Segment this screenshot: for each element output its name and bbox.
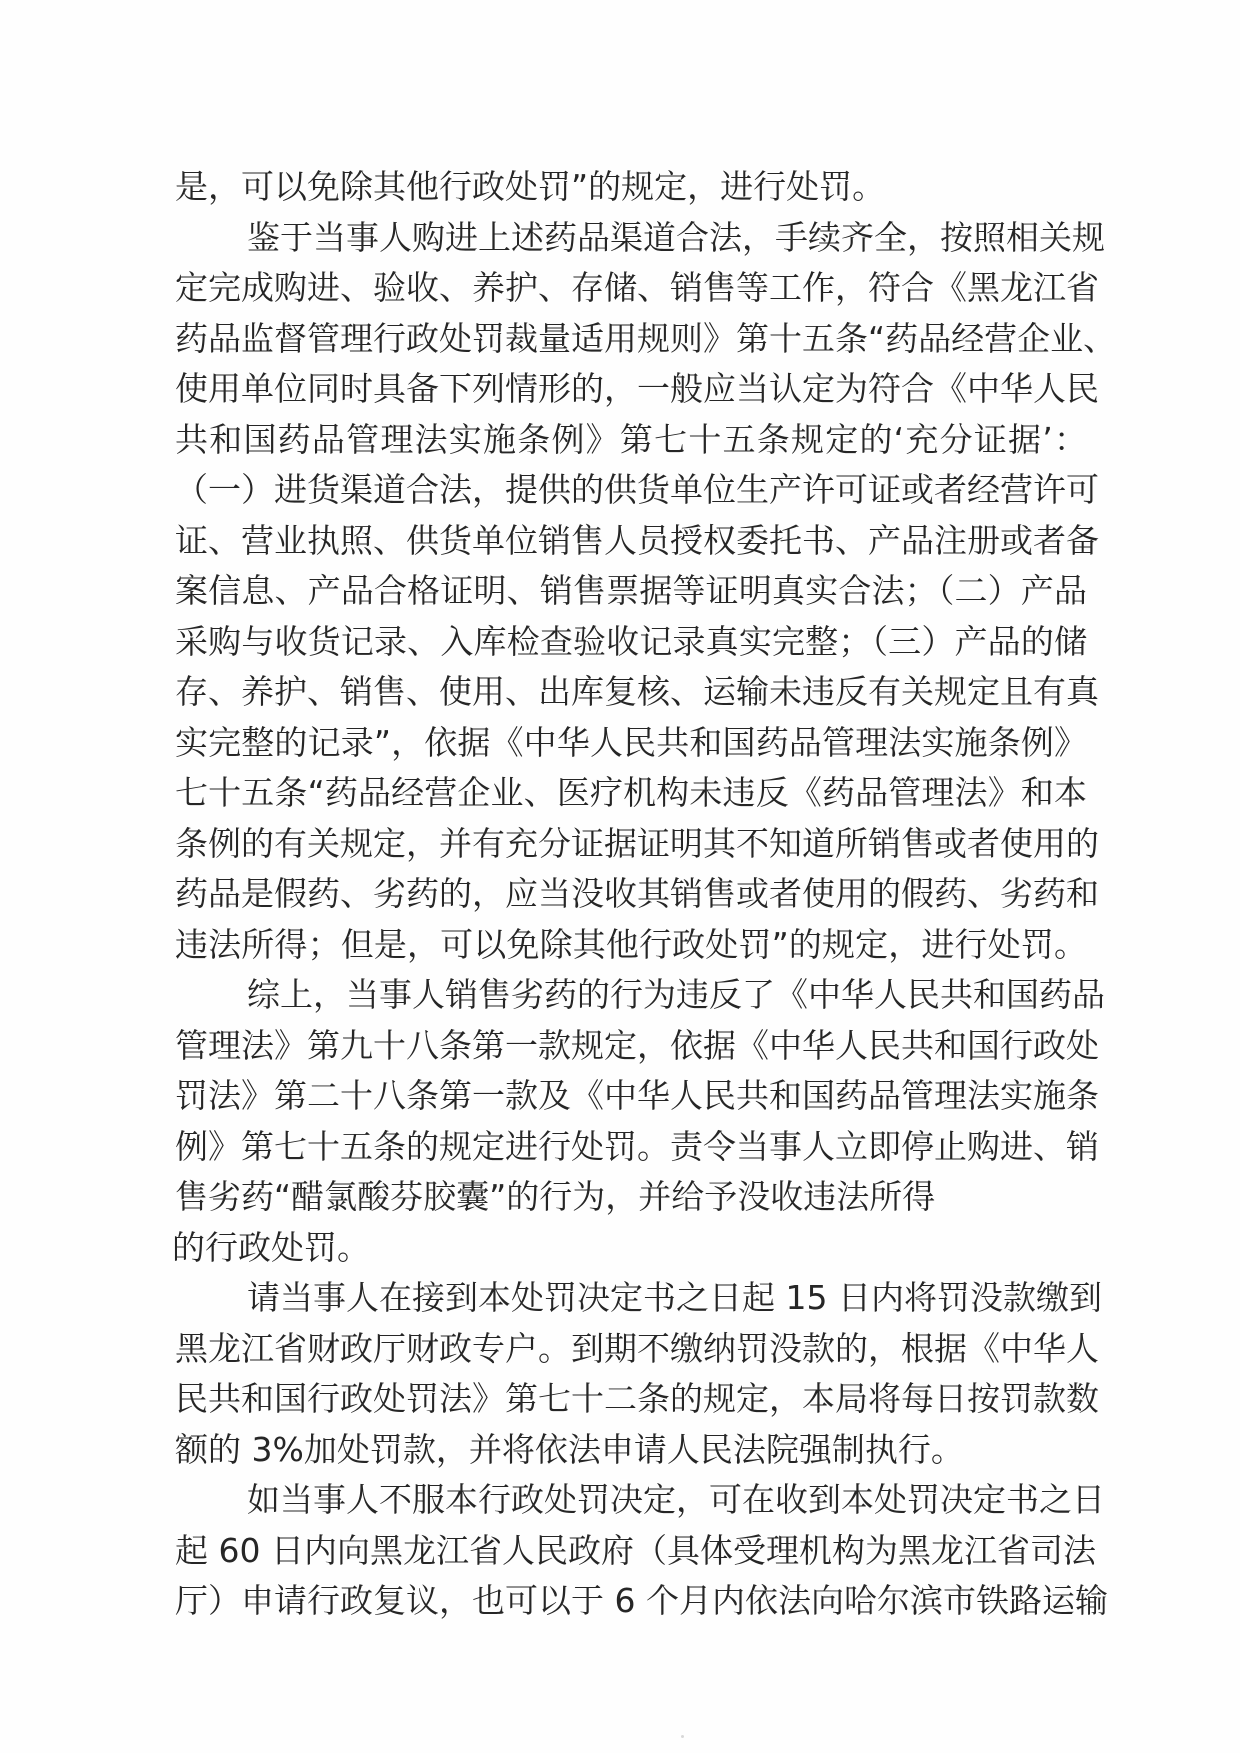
- text-line: 是，可以免除其他行政处罚”的规定，进行处罚。: [175, 167, 886, 206]
- scan-speck: [681, 1735, 684, 1738]
- text-line: 售劣药“醋氯酸芬胶囊”的行为，并给予没收违法所得: [175, 1177, 936, 1216]
- text-line: 药品是假药、劣药的，应当没收其销售或者使用的假药、劣药和: [175, 874, 1099, 913]
- document-body: [172, 162, 1117, 1627]
- text-line: （一）进货渠道合法，提供的供货单位生产许可证或者经营许可: [175, 470, 1099, 509]
- text-line: 额的 3%加处罚款，并将依法申请人民法院强制执行。: [175, 1429, 964, 1469]
- text-line: 黑龙江省财政厅财政专户。到期不缴纳罚没款的，根据《中华人: [175, 1328, 1099, 1368]
- text-line: 案信息、产品合格证明、销售票据等证明真实合法；（二）产品: [175, 571, 1087, 610]
- text-line: 药品监督管理行政处罚裁量适用规则》第十五条“药品经营企业、: [175, 318, 1117, 358]
- text-line: 共和国药品管理法实施条例》第七十五条规定的‘充分证据’：: [175, 419, 1087, 459]
- text-line: 民共和国行政处罚法》第七十二条的规定，本局将每日按罚款数: [175, 1379, 1099, 1418]
- text-line: 使用单位同时具备下列情形的，一般应当认定为符合《中华人民: [175, 369, 1099, 408]
- text-line: 违法所得；但是，可以免除其他行政处罚”的规定，进行处罚。: [175, 924, 1087, 964]
- paragraph-start-line: 鉴于当事人购进上述药品渠道合法，手续齐全，按照相关规: [247, 217, 1105, 257]
- text-line: 实完整的记录”，依据《中华人民共和国药品管理法实施条例》: [175, 722, 1087, 762]
- text-line: 起 60 日内向黑龙江省人民政府（具体受理机构为黑龙江省司法: [175, 1530, 1096, 1570]
- text-line: 证、营业执照、供货单位销售人员授权委托书、产品注册或者备: [175, 520, 1099, 560]
- text-line: 七十五条“药品经营企业、医疗机构未违反《药品管理法》和本: [175, 773, 1087, 812]
- text-line: 厅）申请行政复议，也可以于 6 个月内依法向哈尔滨市铁路运输: [175, 1581, 1108, 1620]
- paragraph-start-line: 请当事人在接到本处罚决定书之日起 15 日内将罚没款缴到: [247, 1278, 1102, 1317]
- text-line: 条例的有关规定，并有充分证据证明其不知道所销售或者使用的: [175, 823, 1099, 863]
- text-line: 的行政处罚。: [172, 1227, 370, 1267]
- text-line: 采购与收货记录、入库检查验收记录真实完整；（三）产品的储: [175, 621, 1087, 661]
- text-line: 存、养护、销售、使用、出库复核、运输未违反有关规定且有真: [175, 672, 1099, 711]
- text-line: 例》第七十五条的规定进行处罚。责令当事人立即停止购进、销: [175, 1126, 1099, 1166]
- text-line: 罚法》第二十八条第一款及《中华人民共和国药品管理法实施条: [175, 1076, 1099, 1115]
- text-line: 管理法》第九十八条第一款规定，依据《中华人民共和国行政处: [175, 1025, 1099, 1065]
- paragraph-start-line: 综上，当事人销售劣药的行为违反了《中华人民共和国药品: [247, 975, 1105, 1014]
- paragraph-start-line: 如当事人不服本行政处罚决定，可在收到本处罚决定书之日: [247, 1480, 1105, 1519]
- text-line: 定完成购进、验收、养护、存储、销售等工作，符合《黑龙江省: [175, 268, 1099, 307]
